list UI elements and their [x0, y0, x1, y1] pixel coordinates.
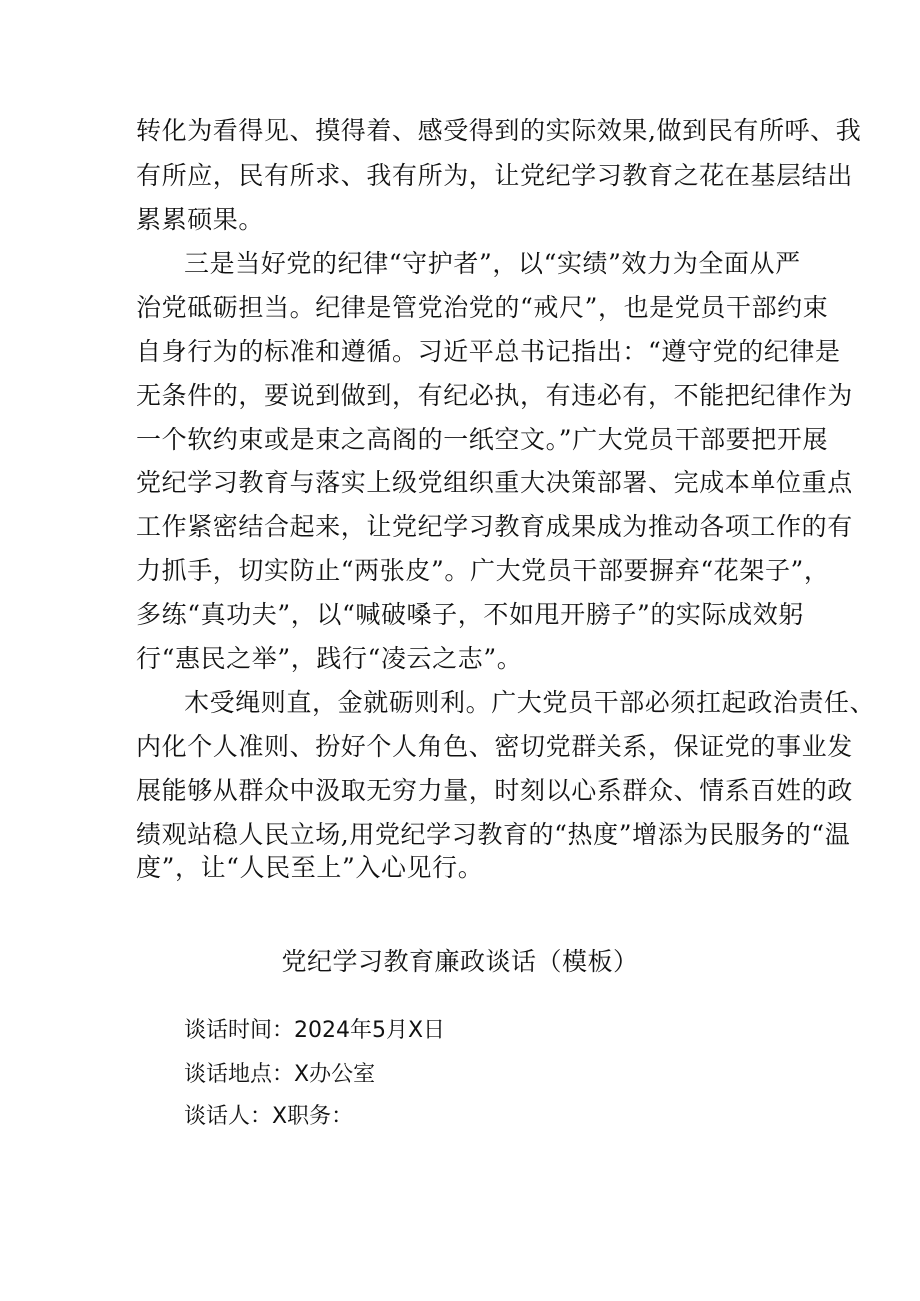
paragraph-line: 绩观站稳人民立场,用党纪学习教育的“热度”增添为民服务的“温 [136, 820, 851, 849]
paragraph-line: 行“惠民之举”，践行“凌云之志”。 [136, 644, 523, 673]
paragraph-line: 无条件的，要说到做到，有纪必执，有违必有，不能把纪律作为 [136, 381, 853, 410]
document-title: 党纪学习教育廉政谈话（模板） [281, 947, 639, 976]
talk-person: 谈话人：X职务： [184, 1104, 354, 1129]
talk-time: 谈话时间：2024年5月X日 [184, 1018, 446, 1043]
paragraph-line: 累累硕果。 [136, 205, 265, 234]
talk-place: 谈话地点：X办公室 [184, 1062, 376, 1087]
paragraph-line: 三是当好党的纪律“守护者”，以“实绩”效力为全面从严 [184, 249, 801, 278]
paragraph-line: 展能够从群众中汲取无穷力量，时刻以心系群众、情系百姓的政 [136, 776, 853, 805]
paragraph-line: 度”，让“人民至上”入心见行。 [136, 853, 484, 882]
paragraph-line: 治党砥砺担当。纪律是管党治党的“戒尺”，也是党员干部约束 [136, 293, 829, 322]
paragraph-line: 转化为看得见、摸得着、感受得到的实际效果,做到民有所呼、我 [136, 116, 862, 145]
paragraph-line: 力抓手，切实防止“两张皮”。广大党员干部要摒弃“花架子”， [136, 556, 830, 585]
paragraph-line: 党纪学习教育与落实上级党组织重大决策部署、完成本单位重点 [136, 468, 853, 497]
paragraph-line: 有所应，民有所求、我有所为，让党纪学习教育之花在基层结出 [136, 161, 853, 190]
paragraph-line: 多练“真功夫”，以“喊破嗓子，不如甩开膀子”的实际成效躬 [136, 600, 804, 629]
paragraph-line: 自身行为的标准和遵循。习近平总书记指出：“遵守党的纪律是 [136, 337, 841, 366]
paragraph-line: 工作紧密结合起来，让党纪学习教育成果成为推动各项工作的有 [136, 512, 853, 541]
paragraph-line: 一个软约束或是束之高阁的一纸空文。”广大党员干部要把开展 [136, 425, 829, 454]
paragraph-line: 木受绳则直，金就砺则利。广大党员干部必须扛起政治责任、 [184, 688, 876, 717]
paragraph-line: 内化个人准则、扮好个人角色、密切党群关系，保证党的事业发 [136, 732, 853, 761]
